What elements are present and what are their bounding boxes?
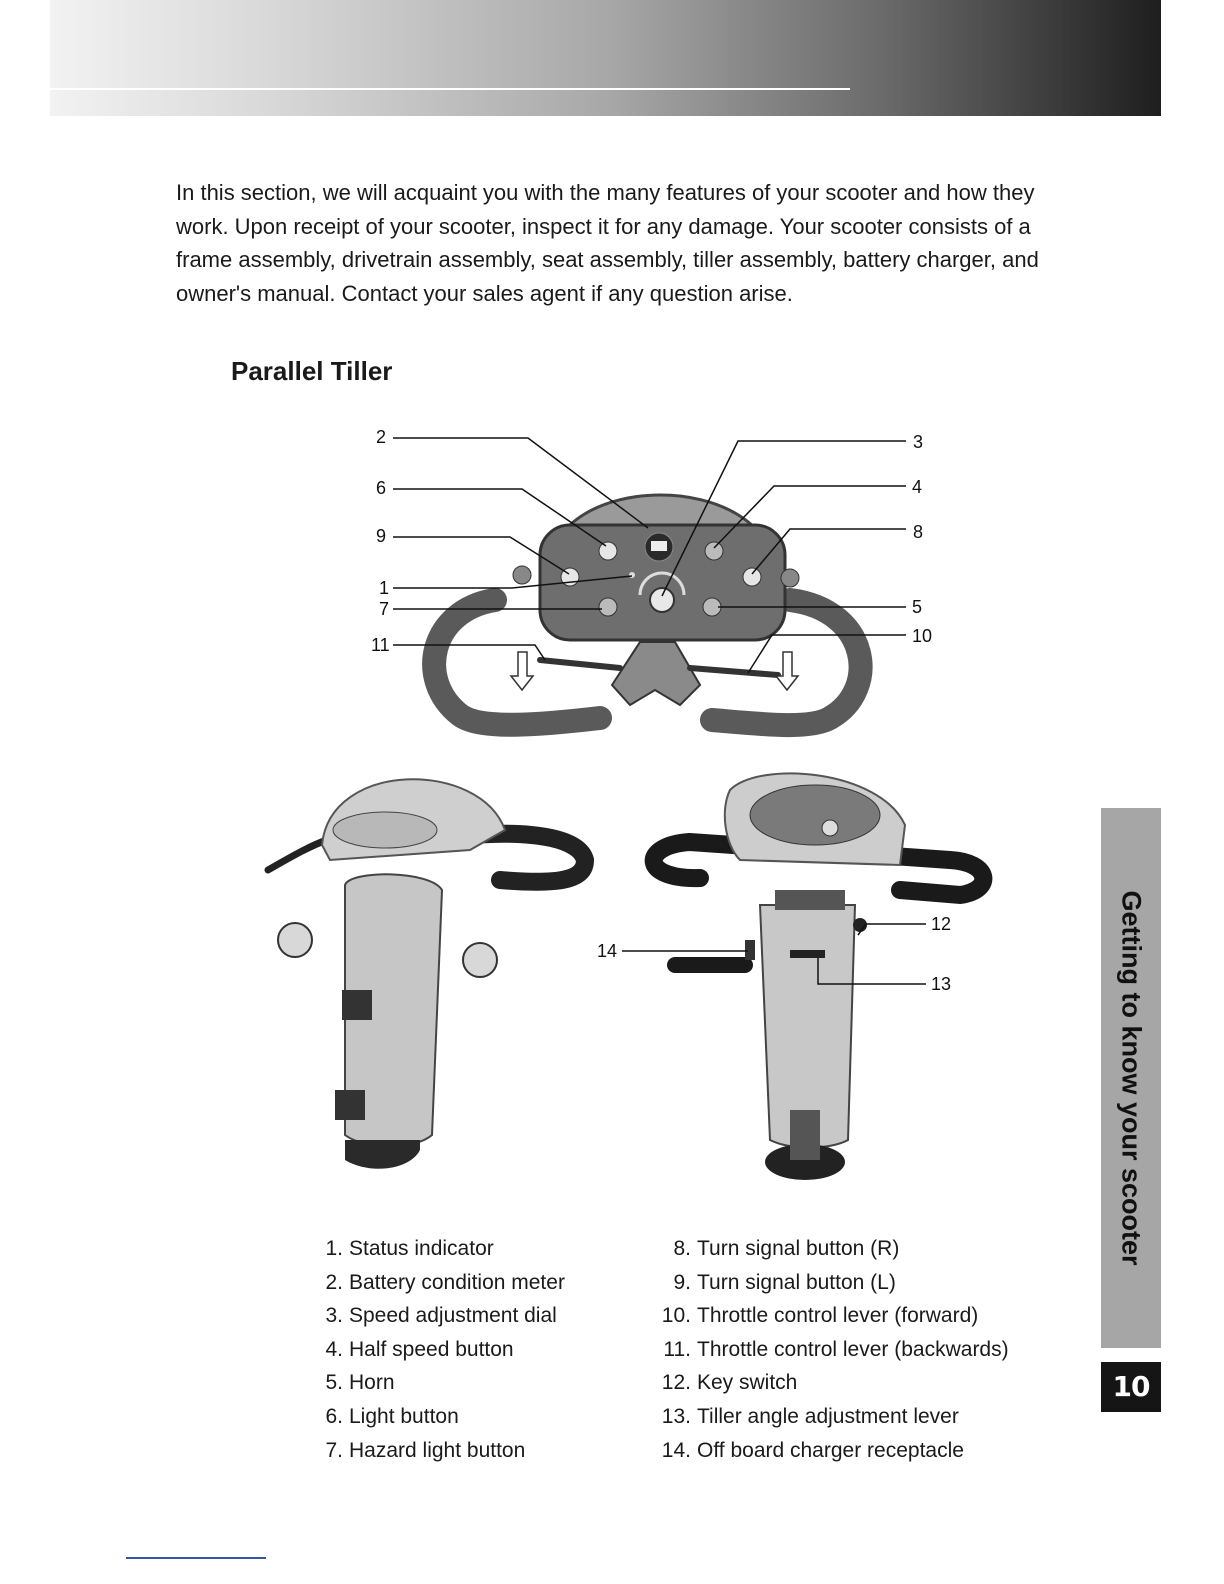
callout-13: 13 <box>931 974 952 994</box>
legend-item: 3. Speed adjustment dial <box>325 1304 557 1328</box>
side-tab-label: Getting to know your scooter <box>1116 890 1147 1266</box>
legend-item: 12. Key switch <box>661 1371 798 1395</box>
legend-item: 13. Tiller angle adjustment lever <box>661 1404 959 1428</box>
page-number: 10 <box>1101 1362 1161 1412</box>
callout-1: 1 <box>379 578 390 598</box>
callout-14: 14 <box>597 941 618 961</box>
legend-item: 2. Battery condition meter <box>325 1270 565 1294</box>
legend-item: 5. Horn <box>325 1371 395 1395</box>
legend-right-list <box>660 1232 1009 1467</box>
callout-3: 3 <box>913 432 924 452</box>
legend-left-list <box>318 1232 565 1467</box>
legend-item: 7. Hazard light button <box>325 1438 526 1462</box>
legend-item: 10. Throttle control lever (forward) <box>661 1304 979 1328</box>
front-view-illustration <box>268 779 585 1168</box>
callout-7: 7 <box>379 599 390 619</box>
callout-12: 12 <box>931 914 952 934</box>
callout-5: 5 <box>912 597 923 617</box>
legend-item: 11. Throttle control lever (backwards) <box>663 1337 1009 1361</box>
callout-10: 10 <box>912 626 933 646</box>
callout-11: 11 <box>371 635 390 655</box>
section-title: Parallel Tiller <box>231 356 393 386</box>
legend-item: 8. Turn signal button (R) <box>673 1237 900 1260</box>
callout-6: 6 <box>376 478 387 498</box>
legend-item: 6. Light button <box>325 1404 459 1428</box>
intro-paragraph: In this section, we will acquaint you with the many features of your scooter and how they work. Upon receipt of your scooter, inspect it for any damage. Your scooter consists of a frame assembly, drivetrain assembly, seat assembly, tiller assembly, battery charger, and owner's manual. Contact your sales agent if any question arise. <box>176 180 1039 306</box>
callout-9: 9 <box>376 526 387 546</box>
legend-item: 4. Half speed button <box>325 1337 514 1361</box>
legend-item: 14. Off board charger receptacle <box>661 1438 964 1462</box>
callout-2: 2 <box>376 427 387 447</box>
legend-item: 1. Status indicator <box>325 1237 494 1260</box>
legend-item: 9. Turn signal button (L) <box>673 1270 896 1294</box>
callout-8: 8 <box>913 522 924 542</box>
callout-4: 4 <box>912 477 923 497</box>
footer-rule <box>126 1557 266 1559</box>
center-bracket <box>612 642 700 705</box>
